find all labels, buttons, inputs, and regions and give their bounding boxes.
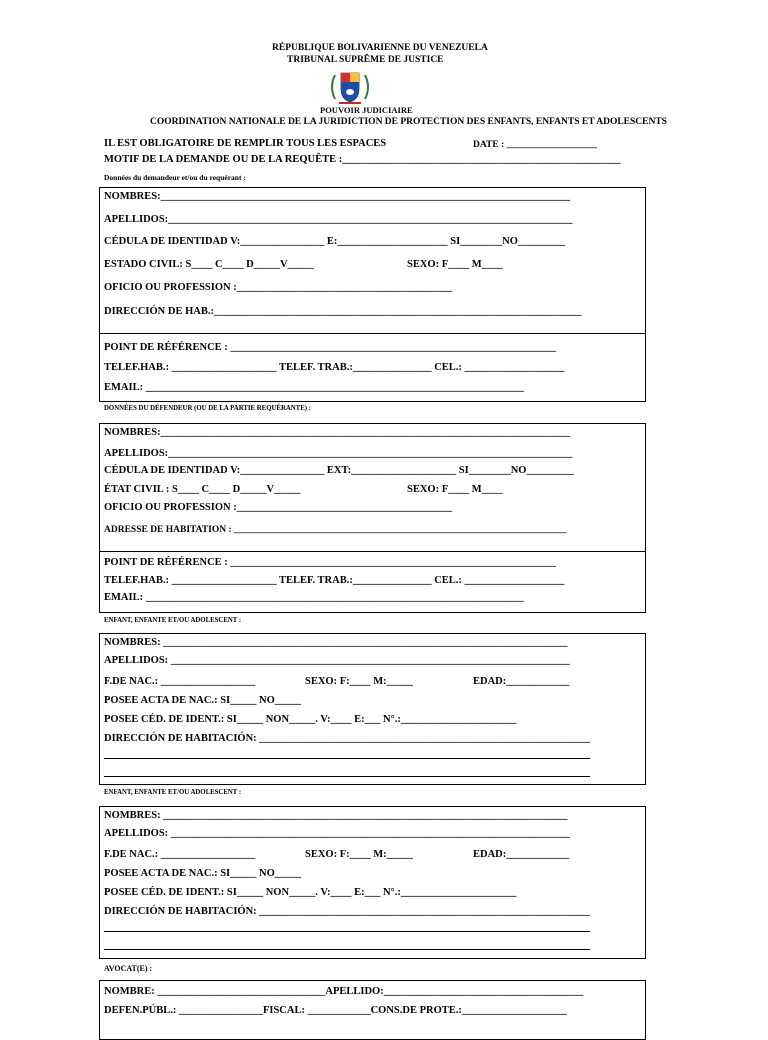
enfant1-direccion-field[interactable]: DIRECCIÓN DE HABITACIÓN: _______________________________________________________________	[104, 733, 591, 744]
avocat-section-title: AVOCAT(E) :	[104, 964, 153, 973]
avocat-nombre-field[interactable]: NOMBRE: ________________________________APELLIDO:______________________________________	[104, 986, 584, 997]
defendeur-section-title: DONNÉES DU DÉFENDEUR (OU DE LA PARTIE REQUÉRANTE) :	[104, 405, 311, 412]
enfant1-section-title: ENFANT, ENFANTE ET/OU ADOLESCENT :	[104, 617, 242, 624]
demandeur-section-title: Données du demandeur et/ou du requérant :	[104, 173, 246, 182]
enfant2-section-title: ENFANT, ENFANTE ET/OU ADOLESCENT :	[104, 789, 242, 796]
enfant1-apellidos-field[interactable]: APELLIDOS: ____________________________________________________________________________	[104, 655, 570, 666]
enfant1-cedula-field[interactable]: POSEE CÉD. DE IDENT.: SI_____ NON_____. V:____ E:___ N°.:______________________	[104, 714, 517, 725]
defendeur-adresse-field[interactable]: ADRESSE DE HABITATION : ______________________________________________________________________	[104, 525, 567, 535]
enfant1-edad-field[interactable]: EDAD:____________	[473, 676, 570, 687]
enfant2-edad-field[interactable]: EDAD:____________	[473, 849, 570, 860]
enfant1-date-naissance-field[interactable]: F.DE NAC.: __________________	[104, 676, 256, 687]
demandeur-sexo-field[interactable]: SEXO: F____ M____	[407, 259, 503, 270]
defendeur-nombres-field[interactable]: NOMBRES:______________________________________________________________________________	[104, 427, 571, 438]
enfant2-sexo-field[interactable]: SEXO: F:____ M:_____	[305, 849, 413, 860]
republic-heading: RÉPUBLIQUE BOLIVARIENNE DU VENEZUELA	[272, 43, 488, 53]
demandeur-apellidos-field[interactable]: APELLIDOS:_____________________________________________________________________________	[104, 214, 573, 225]
avocat-defensor-field[interactable]: DEFEN.PÚBL.: ________________FISCAL: ____________CONS.DE PROTE.:____________________	[104, 1005, 567, 1016]
defendeur-point-reference-field[interactable]: POINT DE RÉFÉRENCE : ______________________________________________________________	[104, 557, 556, 568]
enfant1-address-line[interactable]	[104, 776, 590, 777]
defendeur-etat-civil-field[interactable]: ÉTAT CIVIL : S____ C____ D_____V_____	[104, 484, 301, 495]
defendeur-oficio-field[interactable]: OFICIO OU PROFESSION :_________________________________________	[104, 502, 452, 513]
demandeur-divider	[100, 333, 645, 334]
enfant2-acta-field[interactable]: POSEE ACTA DE NAC.: SI_____ NO_____	[104, 868, 301, 879]
tribunal-heading: TRIBUNAL SUPRÊME DE JUSTICE	[287, 55, 444, 65]
demandeur-point-reference-field[interactable]: POINT DE RÉFÉRENCE : ______________________________________________________________	[104, 342, 556, 353]
motif-field[interactable]: MOTIF DE LA DEMANDE OU DE LA REQUÊTE :_____________________________________________________	[104, 154, 621, 165]
enfant2-date-naissance-field[interactable]: F.DE NAC.: __________________	[104, 849, 256, 860]
enfant1-nombres-field[interactable]: NOMBRES: _____________________________________________________________________________	[104, 637, 568, 648]
defendeur-telefonos-field[interactable]: TELEF.HAB.: ____________________ TELEF. TRAB.:_______________ CEL.: ___________________	[104, 575, 565, 586]
demandeur-estado-civil-field[interactable]: ESTADO CIVIL: S____ C____ D_____V_____	[104, 259, 314, 270]
demandeur-email-field[interactable]: EMAIL: ________________________________________________________________________	[104, 382, 524, 393]
enfant2-cedula-field[interactable]: POSEE CÉD. DE IDENT.: SI_____ NON_____. V:____ E:___ N°.:______________________	[104, 887, 517, 898]
defendeur-sexo-field[interactable]: SEXO: F____ M____	[407, 484, 503, 495]
enfant1-acta-field[interactable]: POSEE ACTA DE NAC.: SI_____ NO_____	[104, 695, 301, 706]
defendeur-apellidos-field[interactable]: APELLIDOS:_____________________________________________________________________________	[104, 448, 573, 459]
enfant2-nombres-field[interactable]: NOMBRES: _____________________________________________________________________________	[104, 810, 568, 821]
enfant1-sexo-field[interactable]: SEXO: F:____ M:_____	[305, 676, 413, 687]
enfant1-address-line[interactable]	[104, 758, 590, 759]
enfant2-address-line[interactable]	[104, 949, 590, 950]
defendeur-divider	[100, 551, 645, 552]
date-field[interactable]: DATE : ___________________	[473, 140, 597, 150]
demandeur-oficio-field[interactable]: OFICIO OU PROFESSION :_________________________________________	[104, 282, 452, 293]
defendeur-cedula-field[interactable]: CÉDULA DE IDENTIDAD V:________________ EXT:____________________ SI________NO_________	[104, 465, 574, 476]
demandeur-direccion-field[interactable]: DIRECCIÓN DE HAB.:______________________________________________________________________	[104, 306, 582, 317]
demandeur-nombres-field[interactable]: NOMBRES:______________________________________________________________________________	[104, 191, 571, 202]
enfant2-direccion-field[interactable]: DIRECCIÓN DE HABITACIÓN: _______________________________________________________________	[104, 906, 591, 917]
demandeur-cedula-field[interactable]: CÉDULA DE IDENTIDAD V:________________ E:_____________________ SI________NO_________	[104, 236, 566, 247]
defendeur-email-field[interactable]: EMAIL: ________________________________________________________________________	[104, 592, 524, 603]
obligatoire-note: IL EST OBLIGATOIRE DE REMPLIR TOUS LES ESPACES	[104, 138, 387, 149]
coordination-heading: COORDINATION NATIONALE DE LA JURIDICTION DE PROTECTION DES ENFANTS, ENFANTS ET ADOLESCENTS	[150, 117, 667, 127]
enfant2-address-line[interactable]	[104, 931, 590, 932]
demandeur-telefonos-field[interactable]: TELEF.HAB.: ____________________ TELEF. TRAB.:_______________ CEL.: ___________________	[104, 362, 565, 373]
enfant2-apellidos-field[interactable]: APELLIDOS: ____________________________________________________________________________	[104, 828, 570, 839]
coat-of-arms-icon	[327, 69, 373, 107]
pouvoir-heading: POUVOIR JUDICIAIRE	[320, 105, 413, 115]
